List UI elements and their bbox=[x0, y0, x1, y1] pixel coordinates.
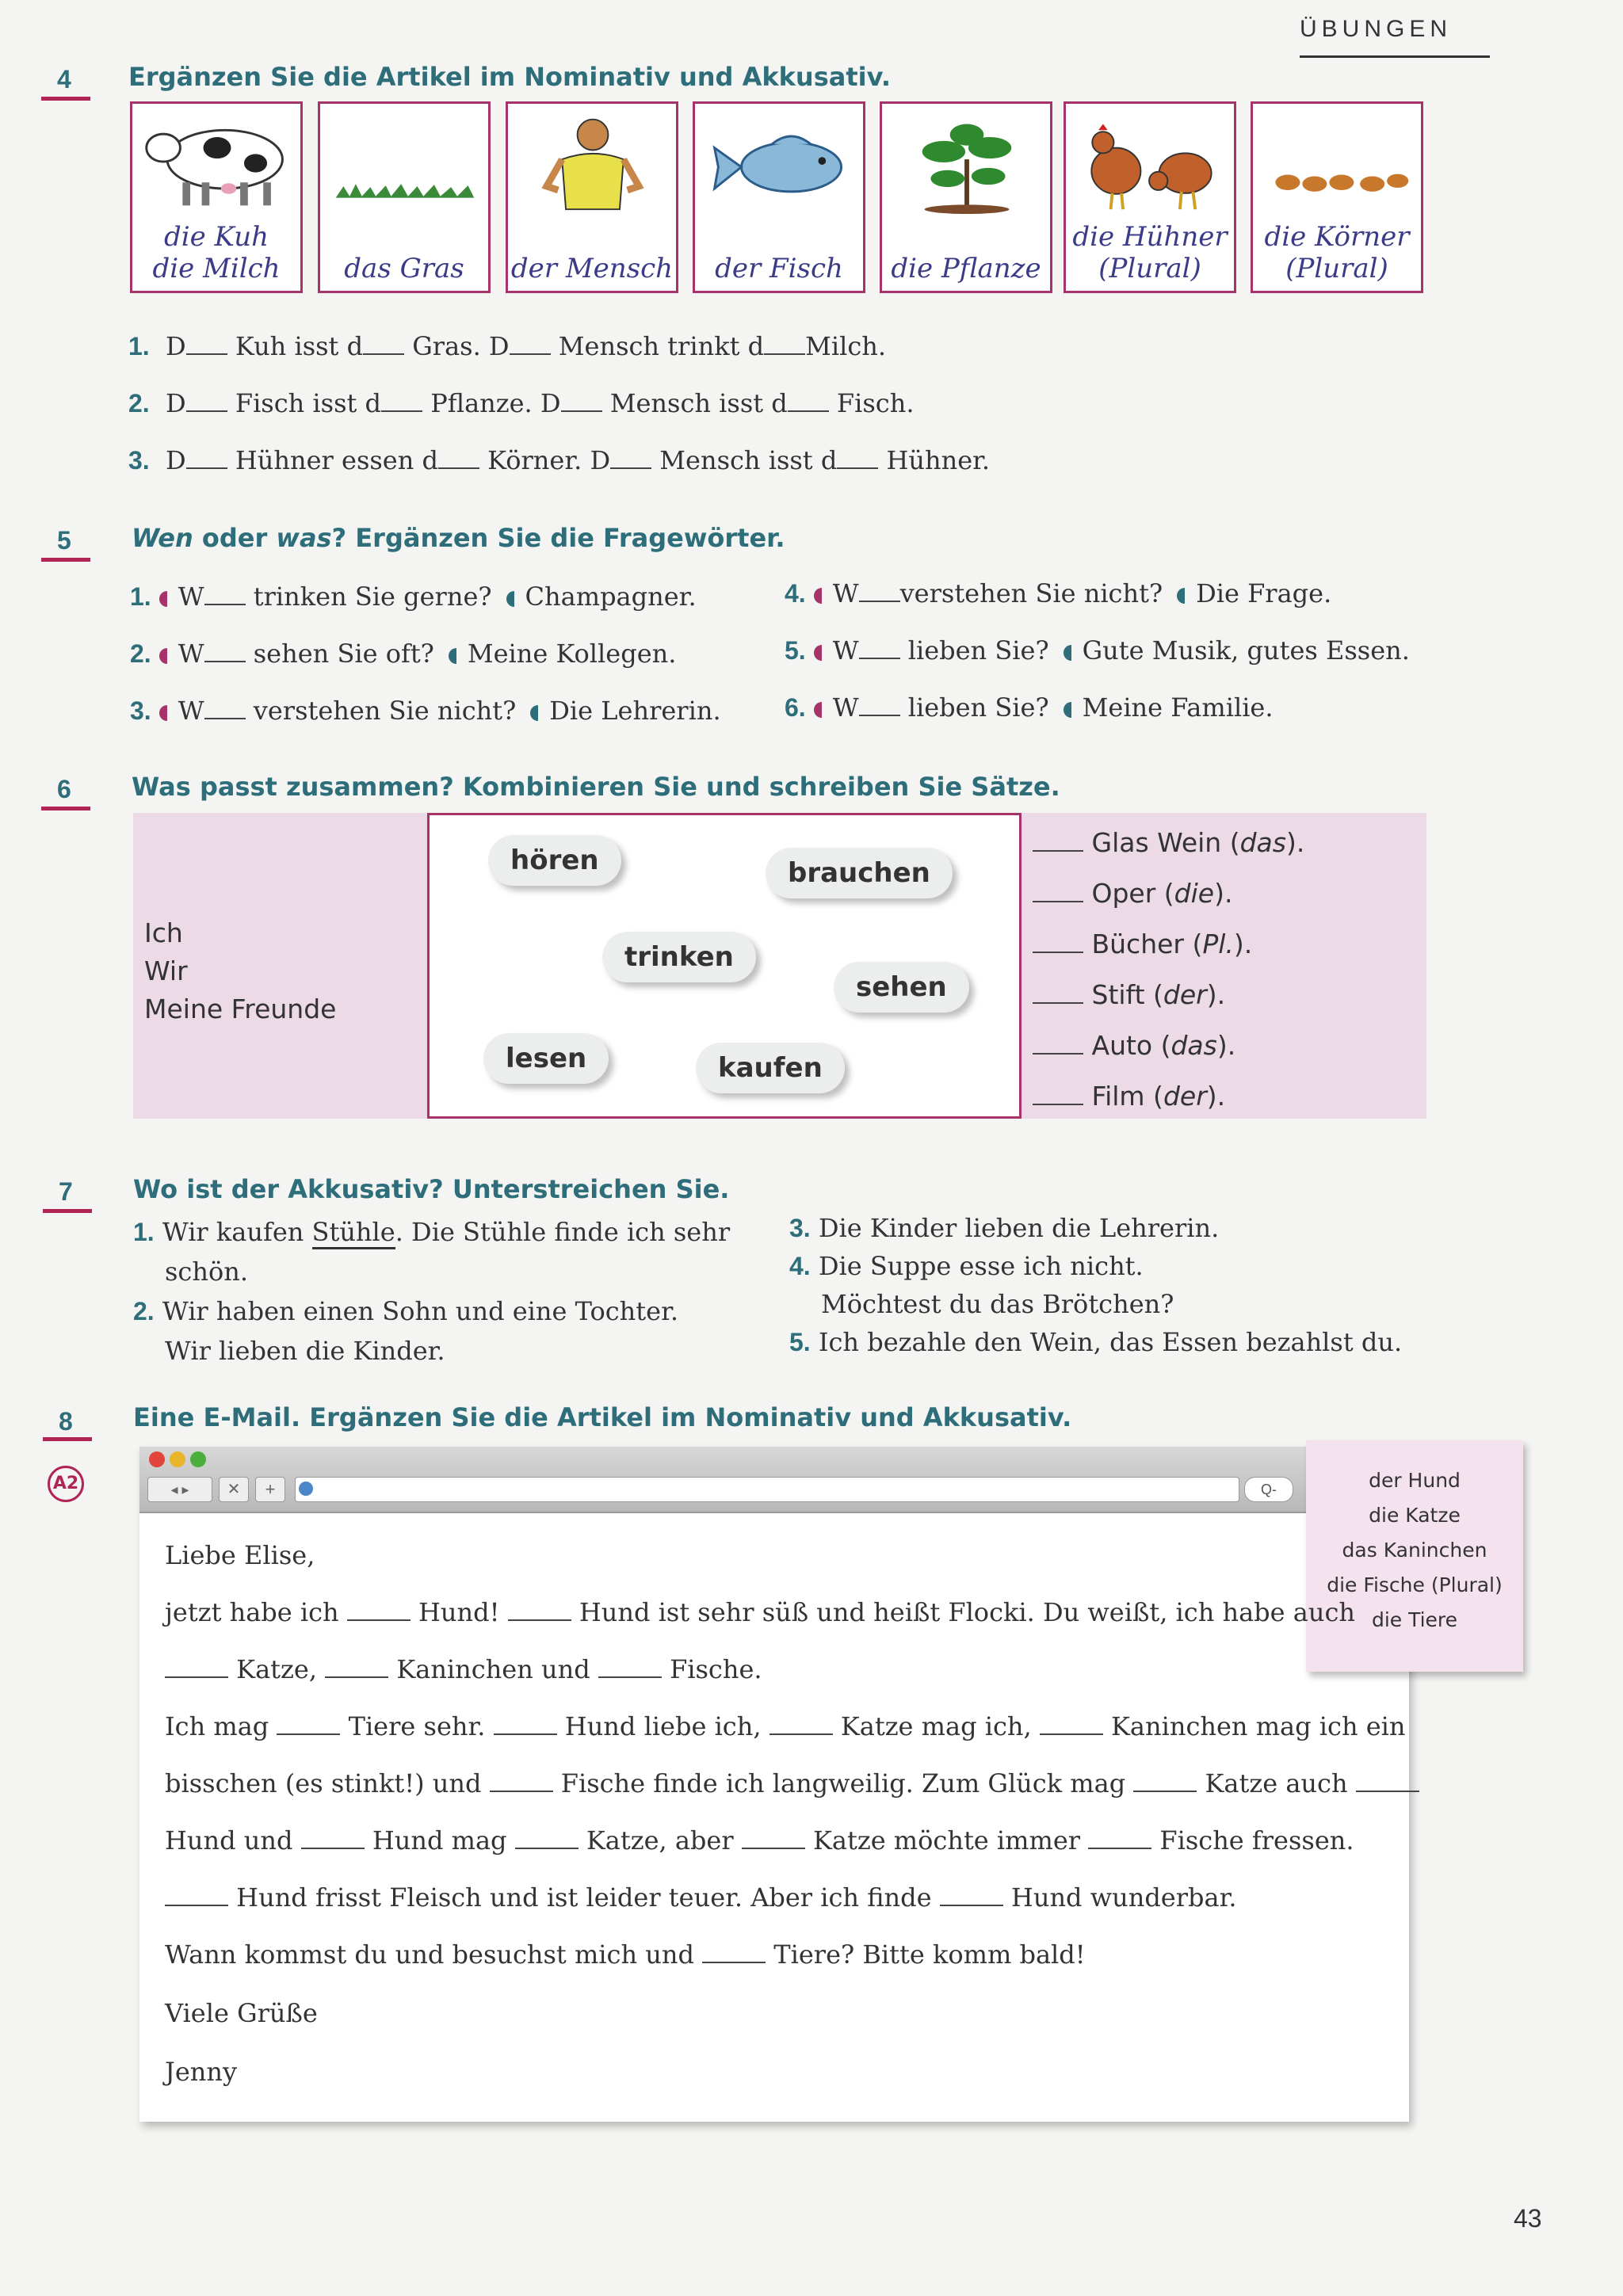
email-line-3: Ich mag Tiere sehr. Hund liebe ich, Katze mag ich, Kaninchen mag ich ein bbox=[165, 1711, 1406, 1741]
note-word: die Tiere bbox=[1371, 1608, 1458, 1631]
browser-titlebar bbox=[139, 1447, 1409, 1513]
grass-icon bbox=[328, 112, 482, 215]
picture-label: die Kuh die Milch bbox=[152, 221, 281, 284]
ex5-item-3: 3. W verstehen Sie nicht? Die Lehrerin. bbox=[130, 696, 721, 726]
search-icon[interactable]: Q- bbox=[1244, 1477, 1293, 1502]
note-word: die Fische (Plural) bbox=[1327, 1573, 1503, 1596]
verb-bubble: sehen bbox=[834, 962, 969, 1013]
email-line-1: jetzt habe ich Hund! Hund ist sehr süß und heißt Flocki. Du weißt, ich habe auch bbox=[165, 1597, 1355, 1627]
verb-bubble: trinken bbox=[602, 932, 756, 982]
ex5-item-2: 2. W sehen Sie oft? Meine Kollegen. bbox=[130, 639, 677, 669]
subject-item: Ich bbox=[144, 917, 183, 948]
object-item: Auto (das). bbox=[1033, 1020, 1304, 1071]
ex7-item-2-cont: Wir lieben die Kinder. bbox=[165, 1336, 445, 1366]
picture-plant bbox=[880, 101, 1052, 293]
email-line-2: Katze, Kaninchen und Fische. bbox=[165, 1654, 762, 1684]
picture-label: die Pflanze bbox=[891, 253, 1041, 284]
object-item: Film (der). bbox=[1033, 1071, 1304, 1122]
word-note bbox=[1306, 1440, 1523, 1672]
ex7-item-3: 3. Die Kinder lieben die Lehrerin. bbox=[789, 1213, 1220, 1243]
ex5-item-1: 1. W trinken Sie gerne? Champagner. bbox=[130, 582, 697, 612]
exercise-4-marker bbox=[41, 97, 90, 101]
picture-cow bbox=[130, 101, 303, 293]
object-item: Oper (die). bbox=[1033, 868, 1304, 919]
email-line-4: bisschen (es stinkt!) und Fische finde ich langweilig. Zum Glück mag Katze auch bbox=[165, 1768, 1419, 1798]
back-forward-icon[interactable]: ◂ ▸ bbox=[147, 1477, 212, 1502]
plant-icon bbox=[890, 112, 1044, 215]
picture-fish bbox=[693, 101, 865, 293]
picture-label: das Gras bbox=[344, 253, 464, 284]
ex7-item-1-cont: schön. bbox=[165, 1257, 248, 1287]
stop-icon[interactable]: ✕ bbox=[219, 1477, 249, 1502]
note-word: das Kaninchen bbox=[1342, 1539, 1487, 1562]
exercise-6-title: Was passt zusammen? Kombinieren Sie und schreiben Sie Sätze. bbox=[132, 772, 1060, 802]
close-dot-icon[interactable] bbox=[149, 1451, 165, 1467]
section-underline bbox=[1300, 55, 1490, 58]
object-item: Bücher (Pl.). bbox=[1033, 919, 1304, 970]
exercise-5-number: 5 bbox=[57, 526, 71, 555]
person-icon bbox=[516, 112, 670, 215]
ex4-item-1: 1. D Kuh isst d Gras. D Mensch trinkt d Milch. bbox=[128, 331, 887, 361]
exercise-6-number: 6 bbox=[57, 775, 71, 803]
ex5-item-6: 6. W lieben Sie? Meine Familie. bbox=[785, 692, 1274, 723]
grains-icon bbox=[1261, 112, 1415, 215]
verb-bubble: brauchen bbox=[766, 848, 953, 898]
exercise-8-number: 8 bbox=[59, 1407, 73, 1436]
subject-item: Wir bbox=[144, 955, 188, 986]
exercise-6-marker bbox=[41, 807, 90, 810]
exercise-7-number: 7 bbox=[59, 1177, 73, 1206]
picture-label: die Hühner (Plural) bbox=[1072, 221, 1228, 284]
ex7-item-2: 2. Wir haben einen Sohn und eine Tochter. bbox=[133, 1296, 679, 1326]
picture-label: der Mensch bbox=[510, 253, 674, 284]
verb-bubble: kaufen bbox=[696, 1043, 845, 1093]
ex5-item-5: 5. W lieben Sie? Gute Musik, gutes Essen. bbox=[785, 635, 1410, 666]
ex7-item-1: 1. Wir kaufen Stühle. Die Stühle finde ich sehr bbox=[133, 1212, 730, 1252]
ex7-item-4: 4. Die Suppe esse ich nicht. bbox=[789, 1251, 1144, 1281]
picture-person bbox=[506, 101, 678, 293]
picture-label: die Körner (Plural) bbox=[1264, 221, 1410, 284]
exercise-5-title: Wen oder was? Ergänzen Sie die Fragewörter. bbox=[132, 523, 785, 553]
email-closing: Viele Grüße bbox=[165, 1998, 318, 2028]
ex7-item-5: 5. Ich bezahle den Wein, das Essen bezahlst du. bbox=[789, 1327, 1403, 1357]
ex7-left-items bbox=[133, 1212, 730, 1371]
picture-grains bbox=[1251, 101, 1423, 293]
fish-icon bbox=[703, 112, 857, 215]
chickens-icon bbox=[1074, 112, 1228, 215]
exercise-8-title: Eine E-Mail. Ergänzen Sie die Artikel im Nominativ und Akkusativ. bbox=[133, 1402, 1072, 1432]
minimize-dot-icon[interactable] bbox=[170, 1451, 185, 1467]
section-title: ÜBUNGEN bbox=[1300, 16, 1453, 42]
ex7-right-items bbox=[789, 1209, 1402, 1361]
object-item: Glas Wein (das). bbox=[1033, 818, 1304, 868]
email-greeting: Liebe Elise, bbox=[165, 1540, 315, 1570]
verb-bubble: hören bbox=[488, 835, 621, 886]
cow-icon bbox=[140, 112, 294, 215]
ex4-item-3: 3. D Hühner essen d Körner. D Mensch isst d Hühner. bbox=[128, 445, 991, 475]
level-badge: A2 bbox=[48, 1466, 84, 1502]
picture-label: der Fisch bbox=[715, 253, 843, 284]
ex5-item-4: 4. W verstehen Sie nicht? Die Frage. bbox=[785, 578, 1332, 608]
email-line-6: Hund frisst Fleisch und ist leider teuer. Aber ich finde Hund wunderbar. bbox=[165, 1882, 1237, 1913]
page-number: 43 bbox=[1514, 2204, 1542, 2233]
address-bar[interactable] bbox=[295, 1477, 1239, 1502]
exercise-4-number: 4 bbox=[57, 65, 71, 93]
add-tab-icon[interactable]: + bbox=[255, 1477, 285, 1502]
objects-column bbox=[1019, 813, 1426, 1119]
object-item: Stift (der). bbox=[1033, 970, 1304, 1020]
email-line-5: Hund und Hund mag Katze, aber Katze möchte immer Fische fressen. bbox=[165, 1825, 1354, 1855]
subjects-column bbox=[133, 813, 430, 1119]
picture-chickens bbox=[1064, 101, 1236, 293]
verb-bubble: lesen bbox=[483, 1033, 609, 1084]
exercise-4-title: Ergänzen Sie die Artikel im Nominativ und Akkusativ. bbox=[128, 62, 891, 92]
exercise-8-marker bbox=[43, 1437, 92, 1441]
maximize-dot-icon[interactable] bbox=[190, 1451, 206, 1467]
note-word: der Hund bbox=[1369, 1469, 1461, 1492]
ex7-item-4-cont: Möchtest du das Brötchen? bbox=[821, 1289, 1174, 1319]
picture-grass bbox=[318, 101, 491, 293]
subject-item: Meine Freunde bbox=[144, 994, 337, 1024]
ex4-item-2: 2. D Fisch isst d Pflanze. D Mensch isst d Fisch. bbox=[128, 388, 915, 418]
email-line-7: Wann kommst du und besuchst mich und Tiere? Bitte komm bald! bbox=[165, 1939, 1086, 1970]
globe-icon bbox=[299, 1482, 313, 1496]
exercise-7-title: Wo ist der Akkusativ? Unterstreichen Sie. bbox=[133, 1174, 730, 1204]
note-word: die Katze bbox=[1369, 1504, 1461, 1527]
email-signature: Jenny bbox=[165, 2057, 238, 2087]
exercise-5-marker bbox=[41, 558, 90, 562]
exercise-7-marker bbox=[43, 1209, 92, 1213]
